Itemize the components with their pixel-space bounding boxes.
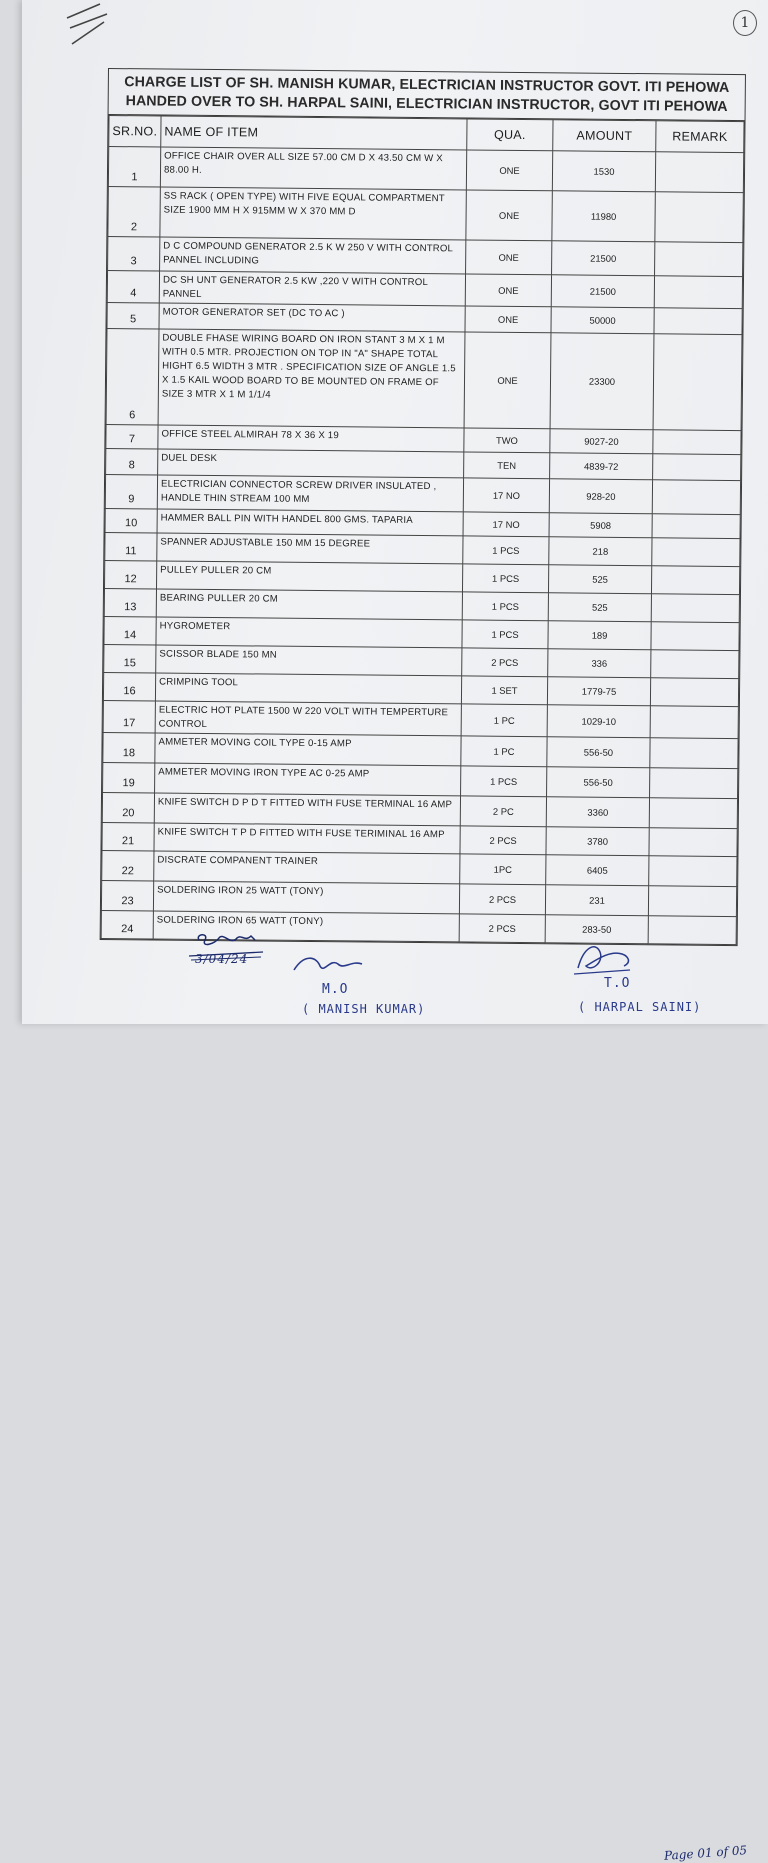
row-amount: 928-20 — [549, 479, 652, 514]
row-quantity: 1 PCS — [462, 564, 548, 593]
right-role: T.O — [604, 976, 631, 991]
row-remark — [649, 828, 737, 857]
row-quantity: 2 PCS — [459, 884, 545, 915]
left-signature — [290, 948, 380, 982]
row-remark — [652, 480, 740, 515]
row-quantity: 2 PCS — [460, 826, 546, 855]
row-amount: 189 — [548, 621, 651, 650]
row-quantity: 1 PC — [461, 704, 547, 737]
row-amount: 6405 — [546, 855, 649, 886]
row-item-name: KNIFE SWITCH D P D T FITTED WITH FUSE TERMINAL 16 AMP — [154, 793, 460, 826]
row-quantity: 2 PC — [460, 796, 546, 827]
row-sr: 14 — [104, 616, 156, 644]
row-sr: 1 — [108, 147, 160, 187]
row-item-name: ELECTRIC HOT PLATE 1500 W 220 VOLT WITH TEMPERTURE CONTROL — [155, 701, 461, 736]
row-quantity: TEN — [464, 452, 550, 479]
row-sr: 10 — [105, 508, 157, 532]
row-amount: 9027-20 — [550, 429, 653, 454]
date-note: 3/04/24 — [195, 952, 249, 966]
row-amount: 1530 — [552, 151, 655, 192]
row-amount: 4839-72 — [550, 453, 653, 480]
pen-scribble — [62, 0, 122, 50]
page-note: Page 01 of 05 — [663, 1843, 748, 1863]
row-item-name: BEARING PULLER 20 CM — [156, 589, 462, 620]
row-amount: 1029-10 — [547, 705, 650, 738]
row-remark — [654, 308, 742, 335]
row-remark — [653, 454, 741, 481]
header-qua: QUA. — [467, 119, 553, 151]
row-amount: 231 — [545, 885, 648, 916]
row-item-name: HYGROMETER — [156, 617, 462, 648]
charge-list-document — [100, 68, 746, 946]
row-item-name: HAMMER BALL PIN WITH HANDEL 800 GMS. TAPARIA — [157, 509, 463, 536]
row-remark — [655, 242, 743, 277]
row-remark — [654, 276, 742, 309]
row-amount: 283-50 — [545, 915, 648, 944]
header-amount: AMOUNT — [553, 120, 656, 152]
row-remark — [650, 738, 738, 769]
row-remark — [655, 152, 743, 193]
row-sr: 2 — [108, 187, 160, 237]
row-remark — [651, 566, 739, 595]
row-sr: 7 — [106, 424, 158, 448]
row-remark — [653, 334, 742, 431]
row-item-name: MOTOR GENERATOR SET (DC TO AC ) — [159, 303, 465, 332]
row-item-name: AMMETER MOVING COIL TYPE 0-15 AMP — [155, 733, 461, 766]
row-sr: 12 — [105, 560, 157, 588]
row-item-name: SOLDERING IRON 65 WATT (TONY) — [153, 911, 459, 942]
row-quantity: 1 PC — [461, 736, 547, 767]
row-sr: 11 — [105, 532, 157, 560]
row-item-name: SS RACK ( OPEN TYPE) WITH FIVE EQUAL COMPARTMENT SIZE 1900 MM H X 915MM W X 370 MM D — [160, 187, 466, 240]
row-item-name: D C COMPOUND GENERATOR 2.5 K W 250 V WITH CONTROL PANNEL INCLUDING — [160, 237, 466, 274]
left-role: M.O — [322, 982, 349, 997]
row-quantity: ONE — [466, 190, 552, 241]
row-remark — [650, 768, 738, 799]
row-item-name: PULLEY PULLER 20 CM — [157, 561, 463, 592]
row-quantity: TWO — [464, 428, 550, 453]
row-item-name: AMMETER MOVING IRON TYPE AC 0-25 AMP — [155, 763, 461, 796]
table-row — [108, 147, 743, 193]
row-sr: 24 — [101, 910, 153, 938]
row-quantity: 1 SET — [461, 676, 547, 705]
header-sr: SR.NO. — [109, 116, 161, 147]
row-amount: 556-50 — [547, 737, 650, 768]
row-item-name: OFFICE CHAIR OVER ALL SIZE 57.00 CM D X 43.50 CM W X 88.00 H. — [160, 147, 466, 190]
row-sr: 5 — [107, 303, 159, 329]
table-row — [106, 329, 742, 431]
row-sr: 6 — [106, 329, 159, 425]
row-quantity: 17 NO — [463, 512, 549, 537]
left-name: ( MANISH KUMAR) — [302, 1002, 426, 1016]
row-remark — [651, 622, 739, 651]
header-name: NAME OF ITEM — [161, 116, 467, 150]
row-amount: 556-50 — [547, 767, 650, 798]
row-amount: 336 — [548, 649, 651, 678]
row-amount: 23300 — [550, 333, 654, 430]
table-row — [108, 187, 743, 243]
row-quantity: ONE — [465, 274, 551, 307]
row-amount: 50000 — [551, 307, 654, 334]
row-sr: 17 — [103, 700, 155, 732]
right-signature — [570, 938, 640, 978]
row-amount: 11980 — [552, 191, 655, 242]
row-quantity: ONE — [464, 332, 551, 429]
row-sr: 8 — [106, 448, 158, 474]
row-quantity: 1 PCS — [461, 766, 547, 797]
row-remark — [650, 678, 738, 707]
row-sr: 3 — [108, 237, 160, 271]
row-remark — [651, 594, 739, 623]
row-item-name: DUEL DESK — [158, 449, 464, 478]
row-item-name: CRIMPING TOOL — [155, 673, 461, 704]
row-sr: 19 — [103, 762, 155, 792]
right-name: ( HARPAL SAINI) — [578, 1000, 702, 1014]
row-sr: 20 — [102, 792, 154, 822]
row-remark — [649, 798, 737, 829]
row-amount: 525 — [548, 565, 651, 594]
row-amount: 5908 — [549, 513, 652, 538]
row-item-name: SOLDERING IRON 25 WATT (TONY) — [153, 881, 459, 914]
row-amount: 218 — [549, 537, 652, 566]
row-sr: 22 — [102, 850, 154, 880]
row-sr: 23 — [101, 880, 153, 910]
row-amount: 1779-75 — [547, 677, 650, 706]
row-amount: 21500 — [551, 275, 654, 308]
document-title: CHARGE LIST OF SH. MANISH KUMAR, ELECTRICIAN INSTRUCTOR GOVT. ITI PEHOWA HANDED OVER TO SH. HARPAL SAINI, ELECTRICIAN INSTRUCTOR, GOVT ITI PEHOWA — [109, 69, 745, 121]
row-amount: 3360 — [546, 797, 649, 828]
row-item-name: DC SH UNT GENERATOR 2.5 KW ,220 V WITH CONTROL PANNEL — [159, 271, 465, 306]
row-quantity: 1 PCS — [463, 536, 549, 565]
row-remark — [652, 538, 740, 567]
row-remark — [651, 650, 739, 679]
row-quantity: ONE — [466, 240, 552, 275]
signature-area — [0, 920, 768, 1863]
row-quantity: 1 PCS — [462, 620, 548, 649]
row-item-name: DISCRATE COMPANENT TRAINER — [154, 851, 460, 884]
row-remark — [650, 706, 738, 739]
row-item-name: SCISSOR BLADE 150 MN — [156, 645, 462, 676]
items-table — [101, 115, 745, 945]
page-number-circle: 1 — [733, 10, 757, 36]
row-sr: 4 — [107, 271, 159, 303]
row-quantity: 1PC — [460, 854, 546, 885]
row-sr: 13 — [104, 588, 156, 616]
header-remark: REMARK — [656, 121, 744, 153]
row-quantity: ONE — [466, 150, 552, 191]
row-amount: 525 — [548, 593, 651, 622]
row-sr: 15 — [104, 644, 156, 672]
row-item-name: SPANNER ADJUSTABLE 150 MM 15 DEGREE — [157, 533, 463, 564]
row-sr: 21 — [102, 822, 154, 850]
row-sr: 9 — [105, 474, 157, 508]
row-item-name: KNIFE SWITCH T P D FITTED WITH FUSE TERIMINAL 16 AMP — [154, 823, 460, 854]
row-remark — [652, 514, 740, 539]
row-remark — [653, 430, 741, 455]
row-item-name: DOUBLE FHASE WIRING BOARD ON IRON STANT 3 M X 1 M WITH 0.5 MTR. PROJECTION ON TOP IN "A" SHAPE TOTAL HIGHT 6.5 WIDTH 3 MTR . SPECIFICATION SIZE OF ANGLE 1.5 X 1.5 KAIL WOOD BOARD TO BE MOUNTED ON FRAME OF SIZE 3 MTR X 1 M 1/1/4 — [158, 329, 465, 428]
row-amount: 3780 — [546, 827, 649, 856]
row-quantity: 2 PCS — [459, 914, 545, 943]
row-sr: 18 — [103, 732, 155, 762]
row-sr: 16 — [103, 672, 155, 700]
row-quantity: 17 NO — [463, 478, 549, 513]
row-amount: 21500 — [552, 241, 655, 276]
row-remark — [649, 856, 737, 887]
row-quantity: 2 PCS — [462, 648, 548, 677]
row-remark — [648, 886, 736, 917]
row-quantity: 1 PCS — [462, 592, 548, 621]
row-remark — [655, 192, 743, 243]
row-quantity: ONE — [465, 306, 551, 333]
row-item-name: ELECTRICIAN CONNECTOR SCREW DRIVER INSULATED , HANDLE THIN STREAM 100 MM — [157, 475, 463, 512]
row-item-name: OFFICE STEEL ALMIRAH 78 X 36 X 19 — [158, 425, 464, 452]
